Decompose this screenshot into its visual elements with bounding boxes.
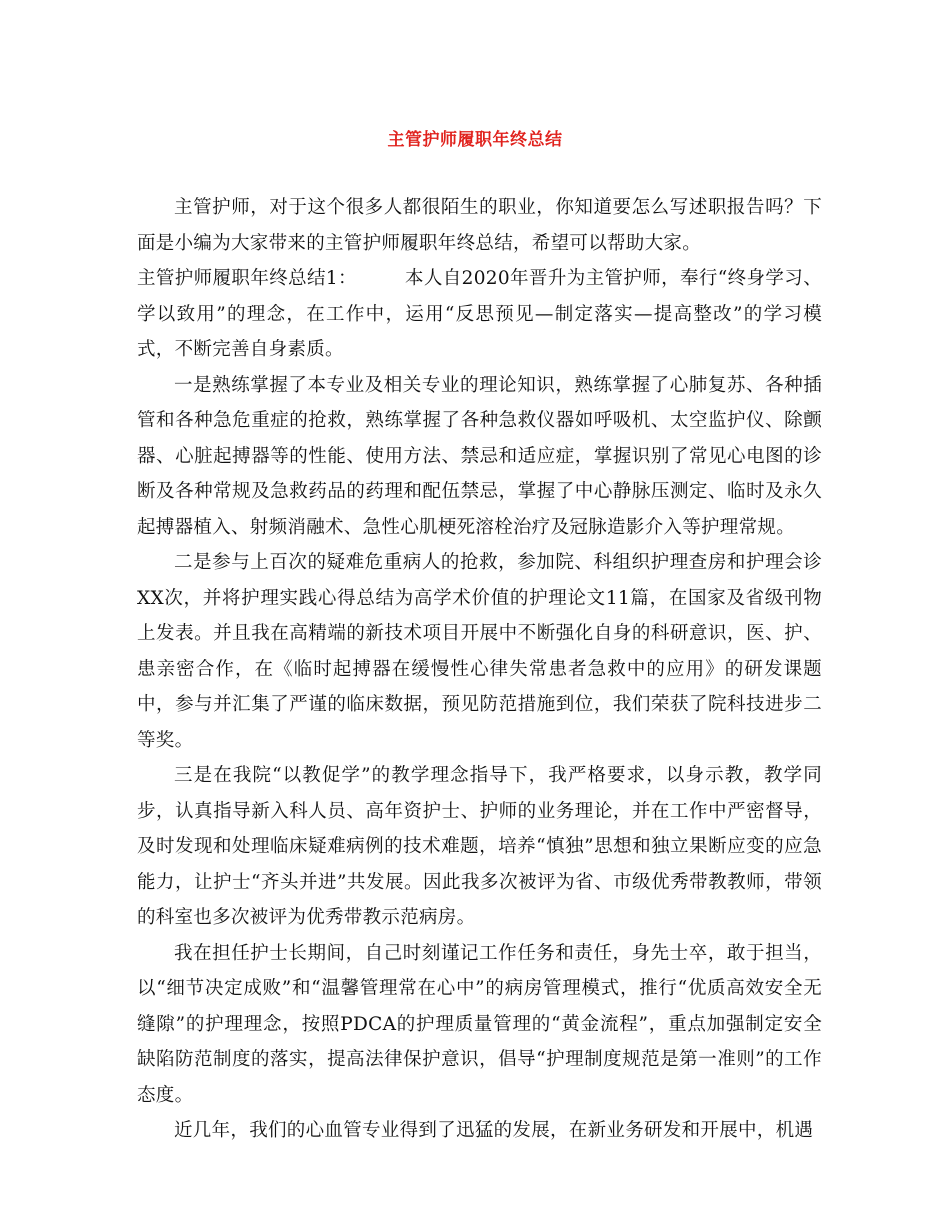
body-paragraph-5: 近几年，我们的心血管专业得到了迅猛的发展，在新业务研发和开展中，机遇 bbox=[174, 1120, 814, 1141]
section-first-text: 本人自2020年晋升为主管护师，奉行“终身学习、学以致用”的理念，在工作中，运用“反思预见—制定落实—提高整改”的学习模式，不断完善自身素质。 bbox=[137, 268, 822, 360]
body-paragraph-2: 二是参与上百次的疑难危重病人的抢救，参加院、科组织护理查房和护理会诊XX次，并将护理实践心得总结为高学术价值的护理论文11篇，在国家及省级刊物上发表。并且我在高精端的新技术项目开展中不断强化自身的科研意识，医、护、患亲密合作，在《临时起搏器在缓慢性心律失常患者急救中的应用》的研发课题中，参与并汇集了严谨的临床数据，预见防范措施到位，我们荣获了院科技进步二等奖。 bbox=[137, 552, 822, 751]
document-title: 主管护师履职年终总结 bbox=[387, 130, 563, 150]
document-body bbox=[137, 190, 822, 1149]
body-paragraph-1: 一是熟练掌握了本专业及相关专业的理论知识，熟练掌握了心肺复苏、各种插管和各种急危重症的抢救，熟练掌握了各种急救仪器如呼吸机、太空监护仪、除颤器、心脏起搏器等的性能、使用方法、禁忌和适应症，掌握识别了常见心电图的诊断及各种常规及急救药品的药理和配伍禁忌，掌握了中心静脉压测定、临时及永久起搏器植入、射频消融术、急性心肌梗死溶栓治疗及冠脉造影介入等护理常规。 bbox=[137, 374, 822, 538]
intro-paragraph: 主管护师，对于这个很多人都很陌生的职业，你知道要怎么写述职报告吗？下面是小编为大家带来的主管护师履职年终总结，希望可以帮助大家。 bbox=[137, 197, 822, 254]
section-paragraph bbox=[137, 261, 822, 368]
body-paragraph-3: 三是在我院“以教促学”的教学理念指导下，我严格要求，以身示教，教学同步，认真指导新入科人员、高年资护士、护师的业务理论，并在工作中严密督导，及时发现和处理临床疑难病例的技术难题，培养“慎独”思想和独立果断应变的应急能力，让护士“齐头并进”共发展。因此我多次被评为省、市级优秀带教教师，带领的科室也多次被评为优秀带教示范病房。 bbox=[137, 765, 822, 928]
section-label: 主管护师履职年终总结1： bbox=[137, 268, 357, 289]
body-paragraph-4: 我在担任护士长期间，自己时刻谨记工作任务和责任，身先士卒，敢于担当，以“细节决定成败”和“温馨管理常在心中”的病房管理模式，推行“优质高效安全无缝隙”的护理理念，按照PDCA的护理质量管理的“黄金流程”，重点加强制定安全缺陷防范制度的落实，提高法律保护意识，倡导“护理制度规范是第一准则”的工作态度。 bbox=[137, 942, 822, 1106]
